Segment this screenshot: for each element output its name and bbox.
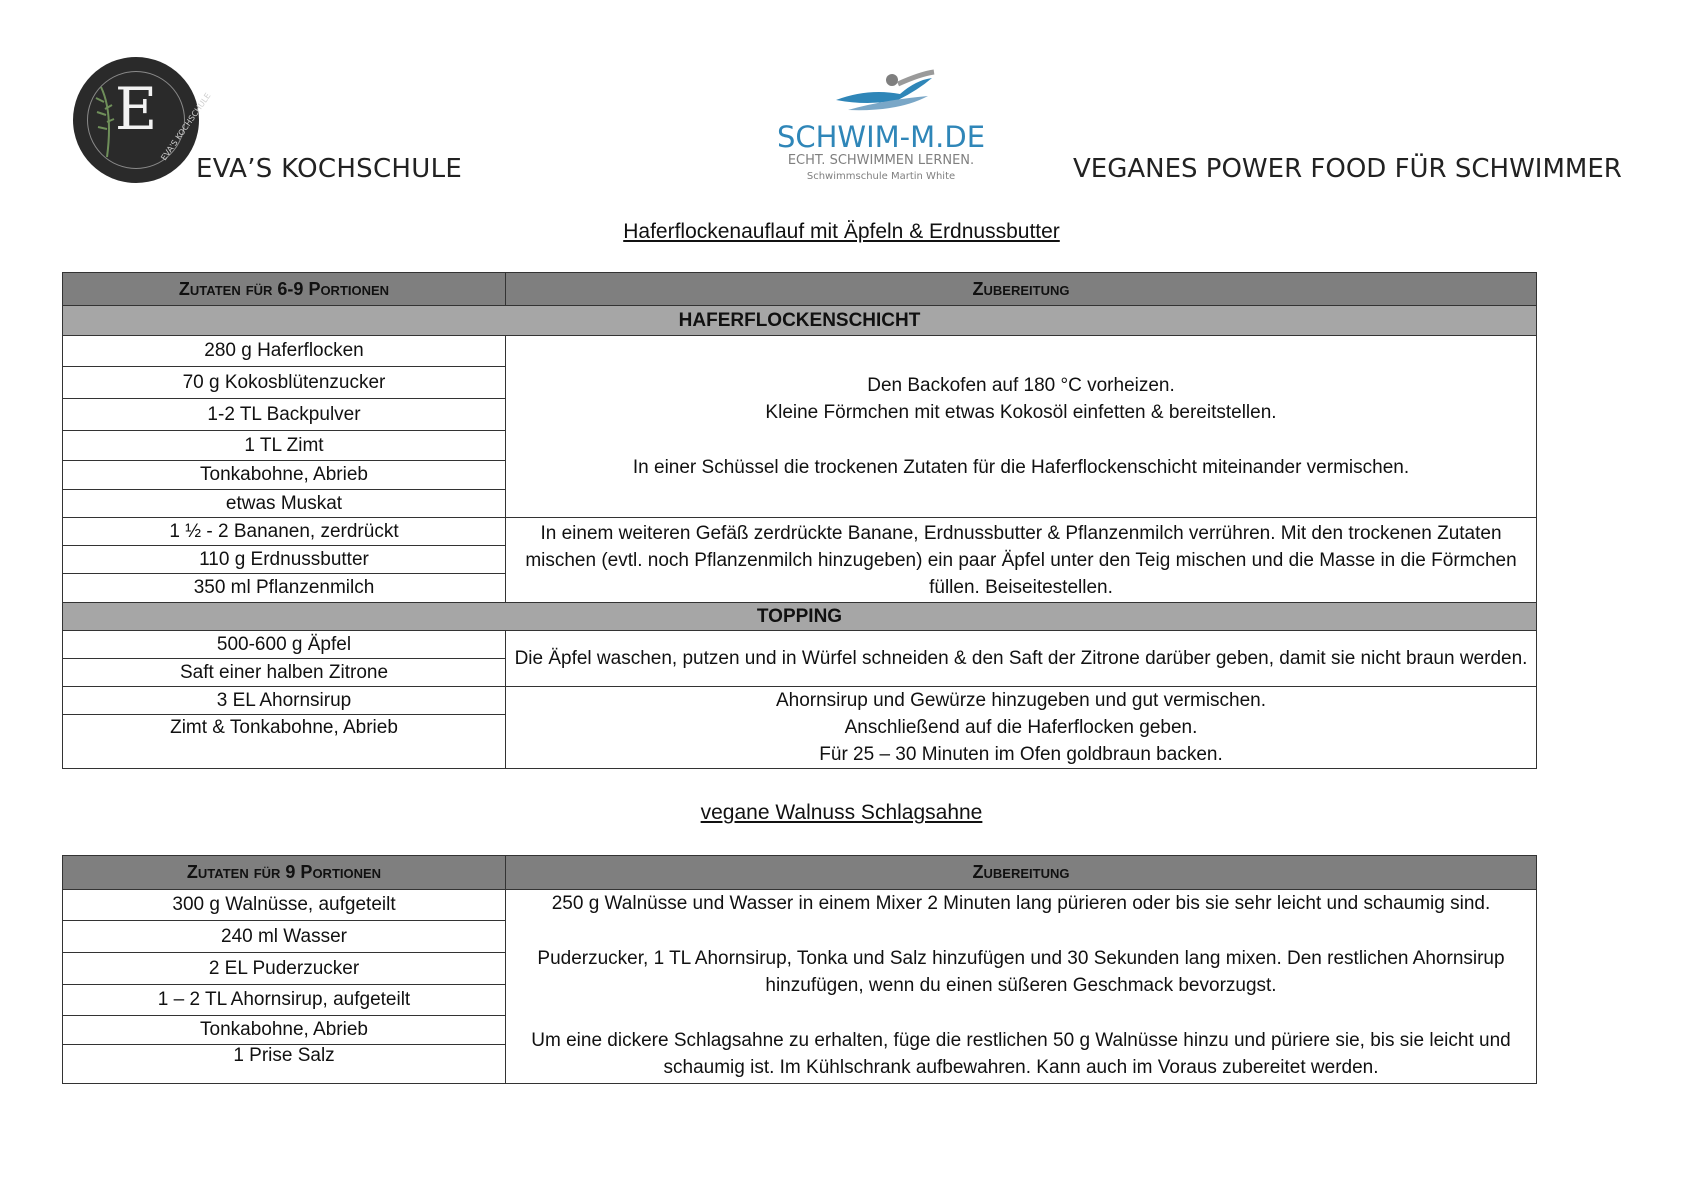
ingredient: 240 ml Wasser — [63, 921, 506, 953]
ingredient: Tonkabohne, Abrieb — [63, 1016, 506, 1045]
recipe2-table — [62, 855, 1537, 1084]
ingredient: Zimt & Tonkabohne, Abrieb — [63, 715, 506, 769]
col-ingredients: Zutaten für 9 Portionen — [63, 856, 506, 890]
ingredient: 70 g Kokosblütenzucker — [63, 367, 506, 399]
ingredient: etwas Muskat — [63, 490, 506, 518]
col-ingredients: Zutaten für 6-9 Portionen — [63, 273, 506, 306]
recipe1-title: Haferflockenauflauf mit Äpfeln & Erdnussbutter — [623, 220, 1060, 243]
col-preparation: Zubereitung — [506, 273, 1537, 306]
ingredient: 350 ml Pflanzenmilch — [63, 574, 506, 603]
ingredient: Tonkabohne, Abrieb — [63, 461, 506, 490]
step-cell: Die Äpfel waschen, putzen und in Würfel schneiden & den Saft der Zitrone darüber geben, damit sie nicht braun werden. — [506, 631, 1537, 687]
recipe2-title: vegane Walnuss Schlagsahne — [700, 801, 983, 824]
eva-kochschule-logo — [73, 57, 213, 183]
step-text: Kleine Förmchen mit etwas Kokosöl einfetten & bereitstellen. — [765, 402, 1277, 423]
left-title: EVA’S KOCHSCHULE — [196, 154, 463, 184]
ingredient: 1 TL Zimt — [63, 431, 506, 461]
section-haferflockenschicht: HAFERFLOCKENSCHICHT — [63, 306, 1537, 336]
ingredient: 1 ½ - 2 Bananen, zerdrückt — [63, 518, 506, 546]
step-text: 250 g Walnüsse und Wasser in einem Mixer 2 Minuten lang pürieren oder bis sie sehr leicht und schaumig sind. — [551, 893, 1491, 914]
ingredient: 1-2 TL Backpulver — [63, 399, 506, 431]
logo-ring-text: EVA'S KOCHSCHULE — [159, 91, 213, 163]
step-text: Um eine dickere Schlagsahne zu erhalten, füge die restlichen 50 g Walnüsse hinzu und püriere sie, bis sie leicht und schaumig ist. Im Kühlschrank aufbewahren. Kann auch im Voraus zubereitet werden. — [531, 1030, 1511, 1078]
right-title: VEGANES POWER FOOD FÜR SCHWIMMER — [1073, 154, 1622, 184]
step-text: In einer Schüssel die trockenen Zutaten für die Haferflockenschicht miteinander vermischen. — [632, 457, 1410, 478]
ingredient: 1 Prise Salz — [63, 1045, 506, 1084]
ingredient: 2 EL Puderzucker — [63, 953, 506, 985]
step-cell — [506, 336, 1537, 518]
schwim-logo-name: SCHWIM-M.DE — [776, 120, 986, 154]
logo-letter: E — [114, 75, 158, 143]
schwim-logo-tagline: ECHT. SCHWIMMEN LERNEN. — [787, 153, 975, 168]
ingredient: 1 – 2 TL Ahornsirup, aufgeteilt — [63, 985, 506, 1016]
step-cell — [506, 687, 1537, 769]
step-text: Für 25 – 30 Minuten im Ofen goldbraun backen. — [819, 744, 1223, 765]
schwim-logo-subline: Schwimmschule Martin White — [806, 171, 956, 182]
step-text: Ahornsirup und Gewürze hinzugeben und gut vermischen. — [775, 690, 1267, 711]
ingredient: 3 EL Ahornsirup — [63, 687, 506, 715]
step-text: Den Backofen auf 180 °C vorheizen. — [867, 375, 1175, 396]
ingredient: Saft einer halben Zitrone — [63, 659, 506, 687]
section-topping: TOPPING — [63, 603, 1537, 631]
col-preparation: Zubereitung — [506, 856, 1537, 890]
ingredient: 280 g Haferflocken — [63, 336, 506, 367]
step-text: Puderzucker, 1 TL Ahornsirup, Tonka und Salz hinzufügen und 30 Sekunden lang mixen. Den restlichen Ahornsirup hinzufügen, wenn du einen süßeren Geschmack bevorzugst. — [537, 948, 1505, 996]
step-text: Anschließend auf die Haferflocken geben. — [844, 717, 1198, 738]
step-cell — [506, 890, 1537, 1084]
ingredient: 500-600 g Äpfel — [63, 631, 506, 659]
ingredient: 110 g Erdnussbutter — [63, 546, 506, 574]
recipe1-table — [62, 272, 1537, 769]
swimmer-icon — [828, 70, 938, 120]
step-cell: In einem weiteren Gefäß zerdrückte Banane, Erdnussbutter & Pflanzenmilch verrühren. Mit den trockenen Zutaten mischen (evtl. noch Pflanzenmilch hinzugeben) ein paar Äpfel unter den Teig mischen und die Masse in die Förmchen füllen. Beiseitestellen. — [506, 518, 1537, 603]
ingredient: 300 g Walnüsse, aufgeteilt — [63, 890, 506, 921]
